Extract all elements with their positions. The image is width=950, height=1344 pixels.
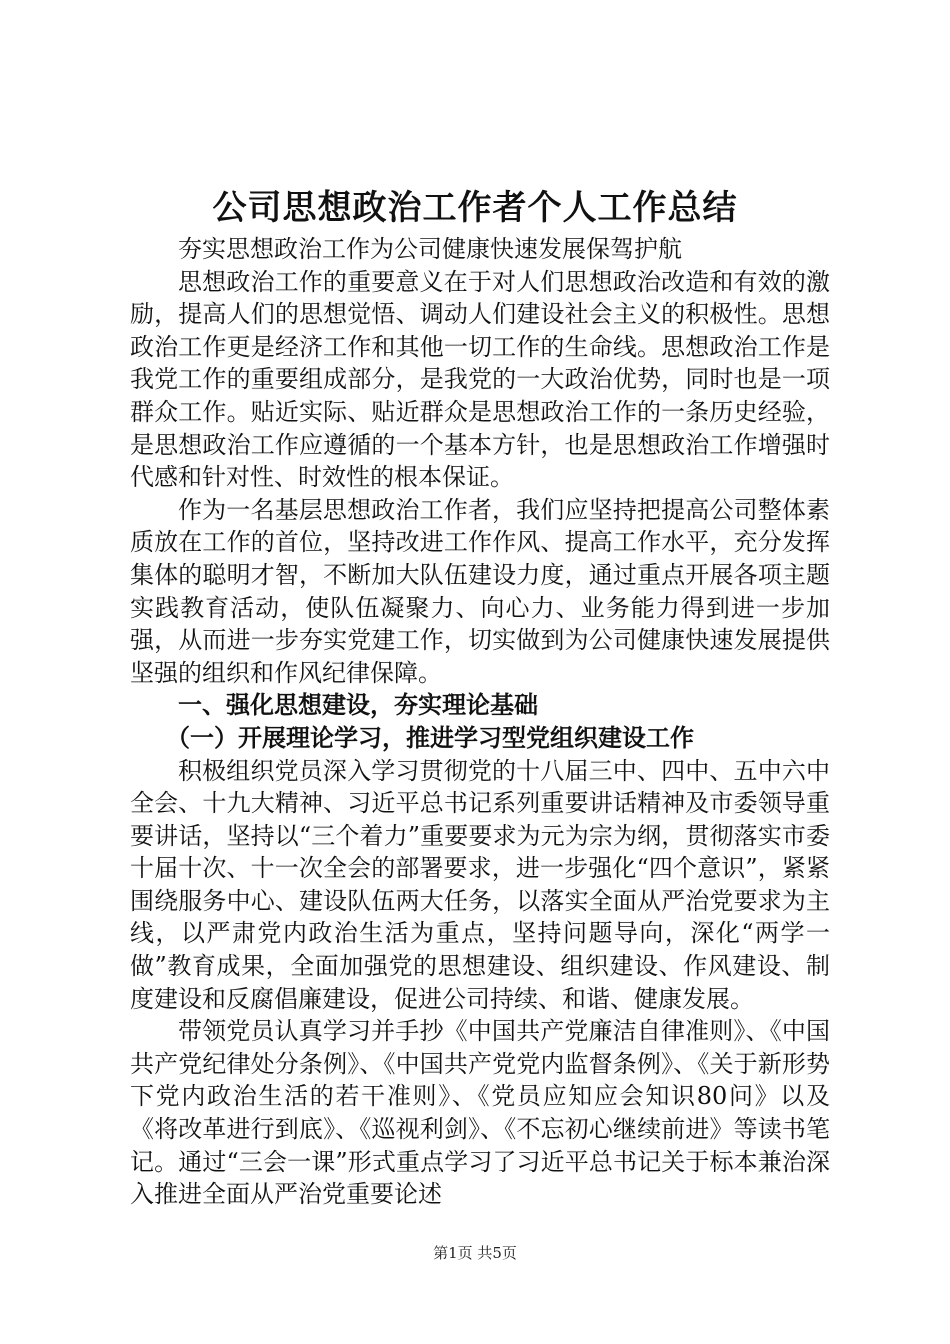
page-footer: 第1页 共5页 [433, 1244, 517, 1262]
document-title: 公司思想政治工作者个人工作总结 [212, 188, 738, 228]
section-heading: 一、强化思想建设，夯实理论基础 [178, 691, 538, 720]
paragraph-reading: 带领党员认真学习并手抄《中国共产党廉洁自律准则》、《中国共产党纪律处分条例》、《中国共产党党内监督条例》、《关于新形势下党内政治生活的若干准则》、《党员应知应会知识80问》以及《将改革进行到底》、《巡视利剑》、《不忘初心继续前进》等读书笔记。通过“三会一课”形式重点学习了习近平总书记关于标本兼治深入推进全面从严治党重要论述 [130, 1017, 830, 1209]
document-body [130, 233, 830, 1211]
paragraph-role: 作为一名基层思想政治工作者，我们应坚持把提高公司整体素质放在工作的首位，坚持改进工作作风、提高工作水平，充分发挥集体的聪明才智，不断加大队伍建设力度，通过重点开展各项主题实践教育活动，使队伍凝聚力、向心力、业务能力得到进一步加强，从而进一步夯实党建工作，切实做到为公司健康快速发展提供坚强的组织和作风纪律保障。 [130, 495, 830, 687]
intro-subtitle: 夯实思想政治工作为公司健康快速发展保驾护航 [178, 235, 682, 263]
paragraph-study: 积极组织党员深入学习贯彻党的十八届三中、四中、五中六中全会、十九大精神、习近平总书记系列重要讲话精神及市委领导重要讲话，坚持以“三个着力”重要要求为元为宗为纲，贯彻落实市委十届十次、十一次全会的部署要求，进一步强化“四个意识”，紧紧围绕服务中心、建设队伍两大任务，以落实全面从严治党要求为主线，以严肃党内政治生活为重点，坚持问题导向，深化“两学一做”教育成果，全面加强党的思想建设、组织建设、作风建设、制度建设和反腐倡廉建设，促进公司持续、和谐、健康发展。 [130, 756, 830, 1013]
subsection-heading: （一）开展理论学习，推进学习型党组织建设工作 [166, 723, 694, 752]
paragraph-importance: 思想政治工作的重要意义在于对人们思想政治改造和有效的激励，提高人们的思想觉悟、调动人们建设社会主义的积极性。思想政治工作更是经济工作和其他一切工作的生命线。思想政治工作是我党工作的重要组成部分，是我党的一大政治优势，同时也是一项群众工作。贴近实际、贴近群众是思想政治工作的一条历史经验，是思想政治工作应遵循的一个基本方针，也是思想政治工作增强时代感和针对性、时效性的根本保证。 [130, 267, 830, 492]
